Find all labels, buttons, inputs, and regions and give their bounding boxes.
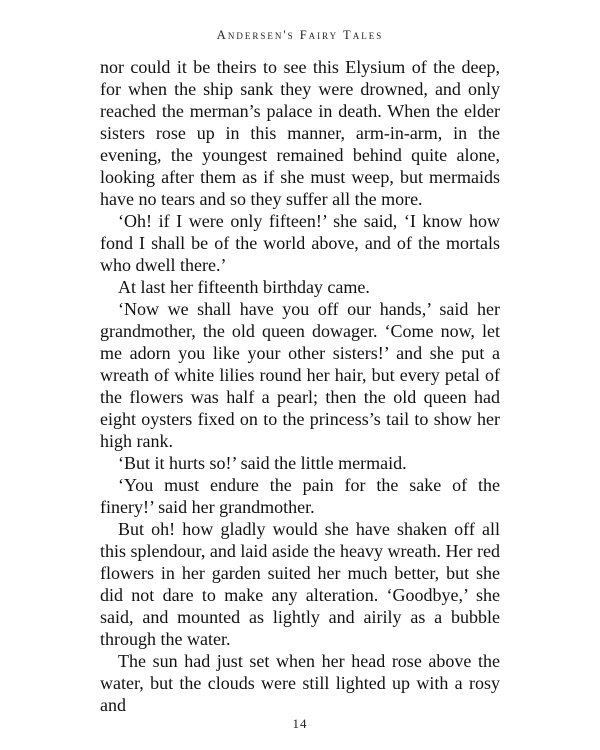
paragraph: ‘Now we shall have you off our hands,’ said her grandmother, the old queen dowager. ‘Come now, let me adorn you like your other sisters!’ and she put a wreath of white lilies round her hair, but every petal of the flowers was half a pearl; then the old queen had eight oysters fixed on to the princess’s tail to show her high rank. bbox=[100, 299, 500, 451]
paragraph: The sun had just set when her head rose above the water, but the clouds were still lighted up with a rosy and bbox=[100, 651, 500, 715]
page-number: 14 bbox=[292, 716, 308, 731]
paragraph: ‘But it hurts so!’ said the little mermaid. bbox=[118, 453, 407, 473]
body-text bbox=[100, 56, 500, 716]
paragraph: nor could it be theirs to see this Elysium of the deep, for when the ship sank they were drowned, and only reached the merman’s palace in death. When the elder sisters rose up in this manner, arm-in-arm, in the evening, the youngest remained behind quite alone, looking after them as if she must weep, but mermaids have no tears and so they suffer all the more. bbox=[100, 57, 500, 209]
paragraph: ‘Oh! if I were only fifteen!’ she said, ‘I know how fond I shall be of the world above, and of the mortals who dwell there.’ bbox=[100, 211, 500, 275]
paragraph: ‘You must endure the pain for the sake of the finery!’ said her grandmother. bbox=[100, 475, 500, 517]
paragraph: At last her fifteenth birthday came. bbox=[118, 277, 370, 297]
running-header-title: Andersen's Fairy Tales bbox=[216, 28, 384, 42]
paragraph: But oh! how gladly would she have shaken off all this splendour, and laid aside the heavy wreath. Her red flowers in her garden suited her much better, but she did not dare to make any alteration. ‘Goodbye,’ she said, and mounted as lightly and airily as a bubble through the water. bbox=[100, 519, 500, 649]
